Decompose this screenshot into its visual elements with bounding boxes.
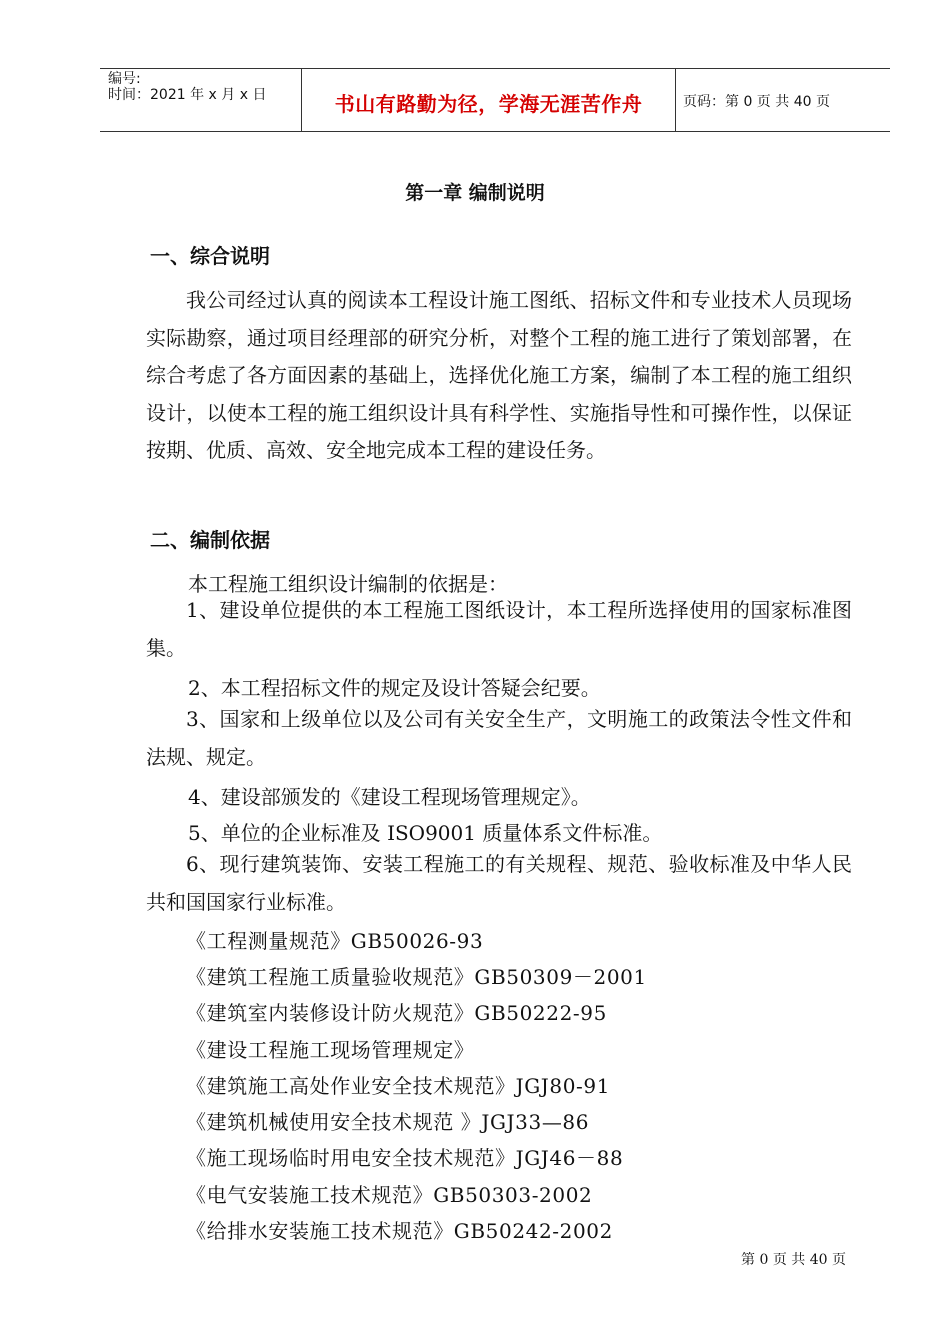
standard-item: 《建设工程施工现场管理规定》 [186,1038,475,1062]
standard-item: 《给排水安装施工技术规范》GB50242-2002 [186,1219,613,1243]
basis-item-5: 5、单位的企业标准及 ISO9001 质量体系文件标准。 [188,821,663,845]
standard-item: 《施工现场临时用电安全技术规范》JGJ46－88 [186,1146,624,1170]
date-label: 时间：2021 年 x 月 x 日 [108,87,267,103]
page-header [100,68,890,132]
header-meta-cell [100,69,300,131]
basis-item-3: 3、国家和上级单位以及公司有关安全生产，文明施工的政策法令性文件和法规、规定。 [146,707,852,769]
section-heading-basis: 二、编制依据 [150,528,270,552]
basis-intro: 本工程施工组织设计编制的依据是： [188,572,508,596]
header-page-label: 页码：第 0 页 共 40 页 [683,94,830,110]
overview-paragraph: 我公司经过认真的阅读本工程设计施工图纸、招标文件和专业技术人员现场实际勘察，通过项目经理部的研究分析，对整个工程的施工进行了策划部署，在综合考虑了各方面因素的基础上，选择优化施工方案，编制了本工程的施工组织设计，以使本工程的施工组织设计具有科学性、实施指导性和可操作性，以保证按期、优质、高效、安全地完成本工程的建设任务。 [146,288,852,462]
standard-item: 《工程测量规范》GB50026-93 [186,929,484,953]
standard-item: 《建筑工程施工质量验收规范》GB50309－2001 [186,965,647,989]
motto-text: 书山有路勤为径，学海无涯苦作舟 [334,92,643,116]
serial-label: 编号: [108,71,141,87]
basis-item-1: 1、建设单位提供的本工程施工图纸设计，本工程所选择使用的国家标准图集。 [146,598,852,660]
standard-item: 《建筑施工高处作业安全技术规范》JGJ80-91 [186,1074,611,1098]
basis-item-6: 6、现行建筑装饰、安装工程施工的有关规程、规范、验收标准及中华人民共和国国家行业标准。 [146,852,852,914]
header-page-cell [675,69,890,131]
chapter-title: 第一章 编制说明 [405,182,545,204]
footer-page-number: 第 0 页 共 40 页 [741,1252,846,1268]
standard-item: 《建筑机械使用安全技术规范 》JGJ33—86 [186,1110,590,1134]
standard-item: 《建筑室内装修设计防火规范》GB50222-95 [186,1001,607,1025]
standard-item: 《电气安装施工技术规范》GB50303-2002 [186,1183,593,1207]
section-heading-overview: 一、综合说明 [150,244,270,268]
basis-item-2: 2、本工程招标文件的规定及设计答疑会纪要。 [188,676,601,700]
basis-item-4: 4、建设部颁发的《建设工程现场管理规定》。 [188,785,591,809]
header-motto-cell [301,69,676,131]
